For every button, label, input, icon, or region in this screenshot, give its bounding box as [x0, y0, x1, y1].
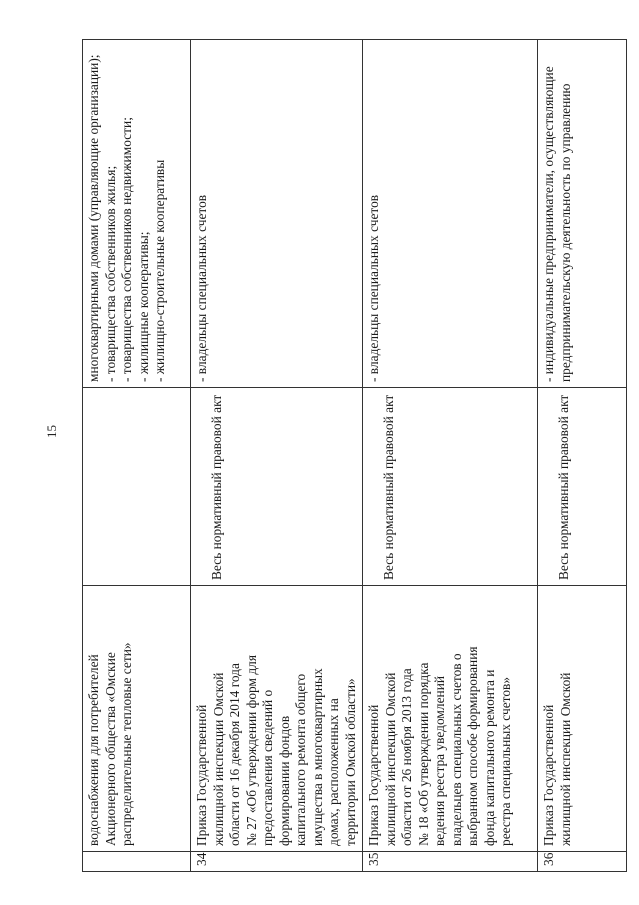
scope-cell: Весь нормативный правовой акт	[538, 388, 627, 586]
subjects-cell	[363, 40, 538, 388]
document-title-line: распределительные тепловые сети»	[119, 642, 134, 846]
document-title-line: жилищной инспекции Омской	[557, 672, 573, 846]
document-title-cell	[191, 586, 363, 852]
table-row	[538, 40, 627, 872]
table-row	[363, 40, 538, 872]
subjects-line: - жилищные кооперативы;	[135, 231, 151, 382]
document-title-line: имущества в многоквартирных	[309, 668, 325, 846]
subjects-line: - индивидуальные предприниматели, осуществляющие	[541, 66, 556, 382]
rotated-table-container	[82, 40, 610, 872]
document-title-line: водоснабжения для потребителей	[86, 654, 101, 846]
document-title-line: территории Омской области»	[342, 678, 358, 846]
document-title-cell	[83, 586, 191, 852]
row-number-cell: 36	[538, 852, 627, 872]
row-number-cell: 34	[191, 852, 363, 872]
subjects-line: - владельцы специальных счетов	[194, 194, 209, 382]
document-title-line: капитального ремонта общего	[293, 673, 308, 846]
subjects-line: многоквартирными домами (управляющие организации);	[86, 54, 101, 382]
document-title-line: № 27 «Об утверждении форм для	[243, 654, 259, 846]
document-title-line: области от 26 ноября 2013 года	[399, 668, 414, 846]
document-title-cell	[363, 586, 538, 852]
subjects-line: - товарищества собственников жилья;	[102, 165, 118, 382]
document-title-line: Акционерного общества «Омские	[102, 652, 118, 846]
document-title-line: владельцев специальных счетов о	[448, 653, 464, 846]
scope-cell: Весь нормативный правовой акт	[191, 388, 363, 586]
subjects-line: - владельцы специальных счетов	[366, 194, 381, 382]
document-title-line: домах, расположенных на	[326, 698, 341, 846]
table-body	[83, 40, 627, 872]
document-title-line: предоставления сведений о	[260, 689, 275, 846]
table-row	[83, 40, 191, 872]
document-title-line: Приказ Государственной	[194, 704, 209, 846]
document-title-line: Приказ Государственной	[366, 704, 381, 846]
document-title-line: фонда капитального ремонта и	[481, 669, 497, 846]
document-title-line: выбранном способе формирования	[465, 646, 480, 846]
document-title-line: жилищной инспекции Омской	[382, 672, 398, 846]
subjects-cell	[83, 40, 191, 388]
document-title-line: № 18 «Об утверждении порядка	[415, 662, 431, 846]
scope-cell	[83, 388, 191, 586]
subjects-line: - товарищества собственников недвижимости;	[119, 117, 134, 382]
document-title-line: жилищной инспекции Омской	[210, 672, 226, 846]
page-number: 15	[44, 425, 59, 438]
regulations-table	[82, 39, 627, 872]
subjects-cell	[191, 40, 363, 388]
document-title-line: Приказ Государственной	[541, 704, 556, 846]
row-number-cell	[83, 852, 191, 872]
row-number-cell: 35	[363, 852, 538, 872]
subjects-cell	[538, 40, 627, 388]
table-row	[191, 40, 363, 872]
document-title-line: области от 16 декабря 2014 года	[227, 663, 242, 846]
scope-cell: Весь нормативный правовой акт	[363, 388, 538, 586]
document-title-line: формировании фондов	[276, 715, 292, 846]
subjects-line: - жилищно-строительные кооперативы	[152, 159, 167, 382]
document-title-line: реестра специальных счетов»	[498, 676, 513, 846]
document-title-cell	[538, 586, 627, 852]
subjects-line: предпринимательскую деятельность по управлению	[557, 83, 573, 382]
document-title-line: ведения реестра уведомлений	[432, 675, 447, 846]
